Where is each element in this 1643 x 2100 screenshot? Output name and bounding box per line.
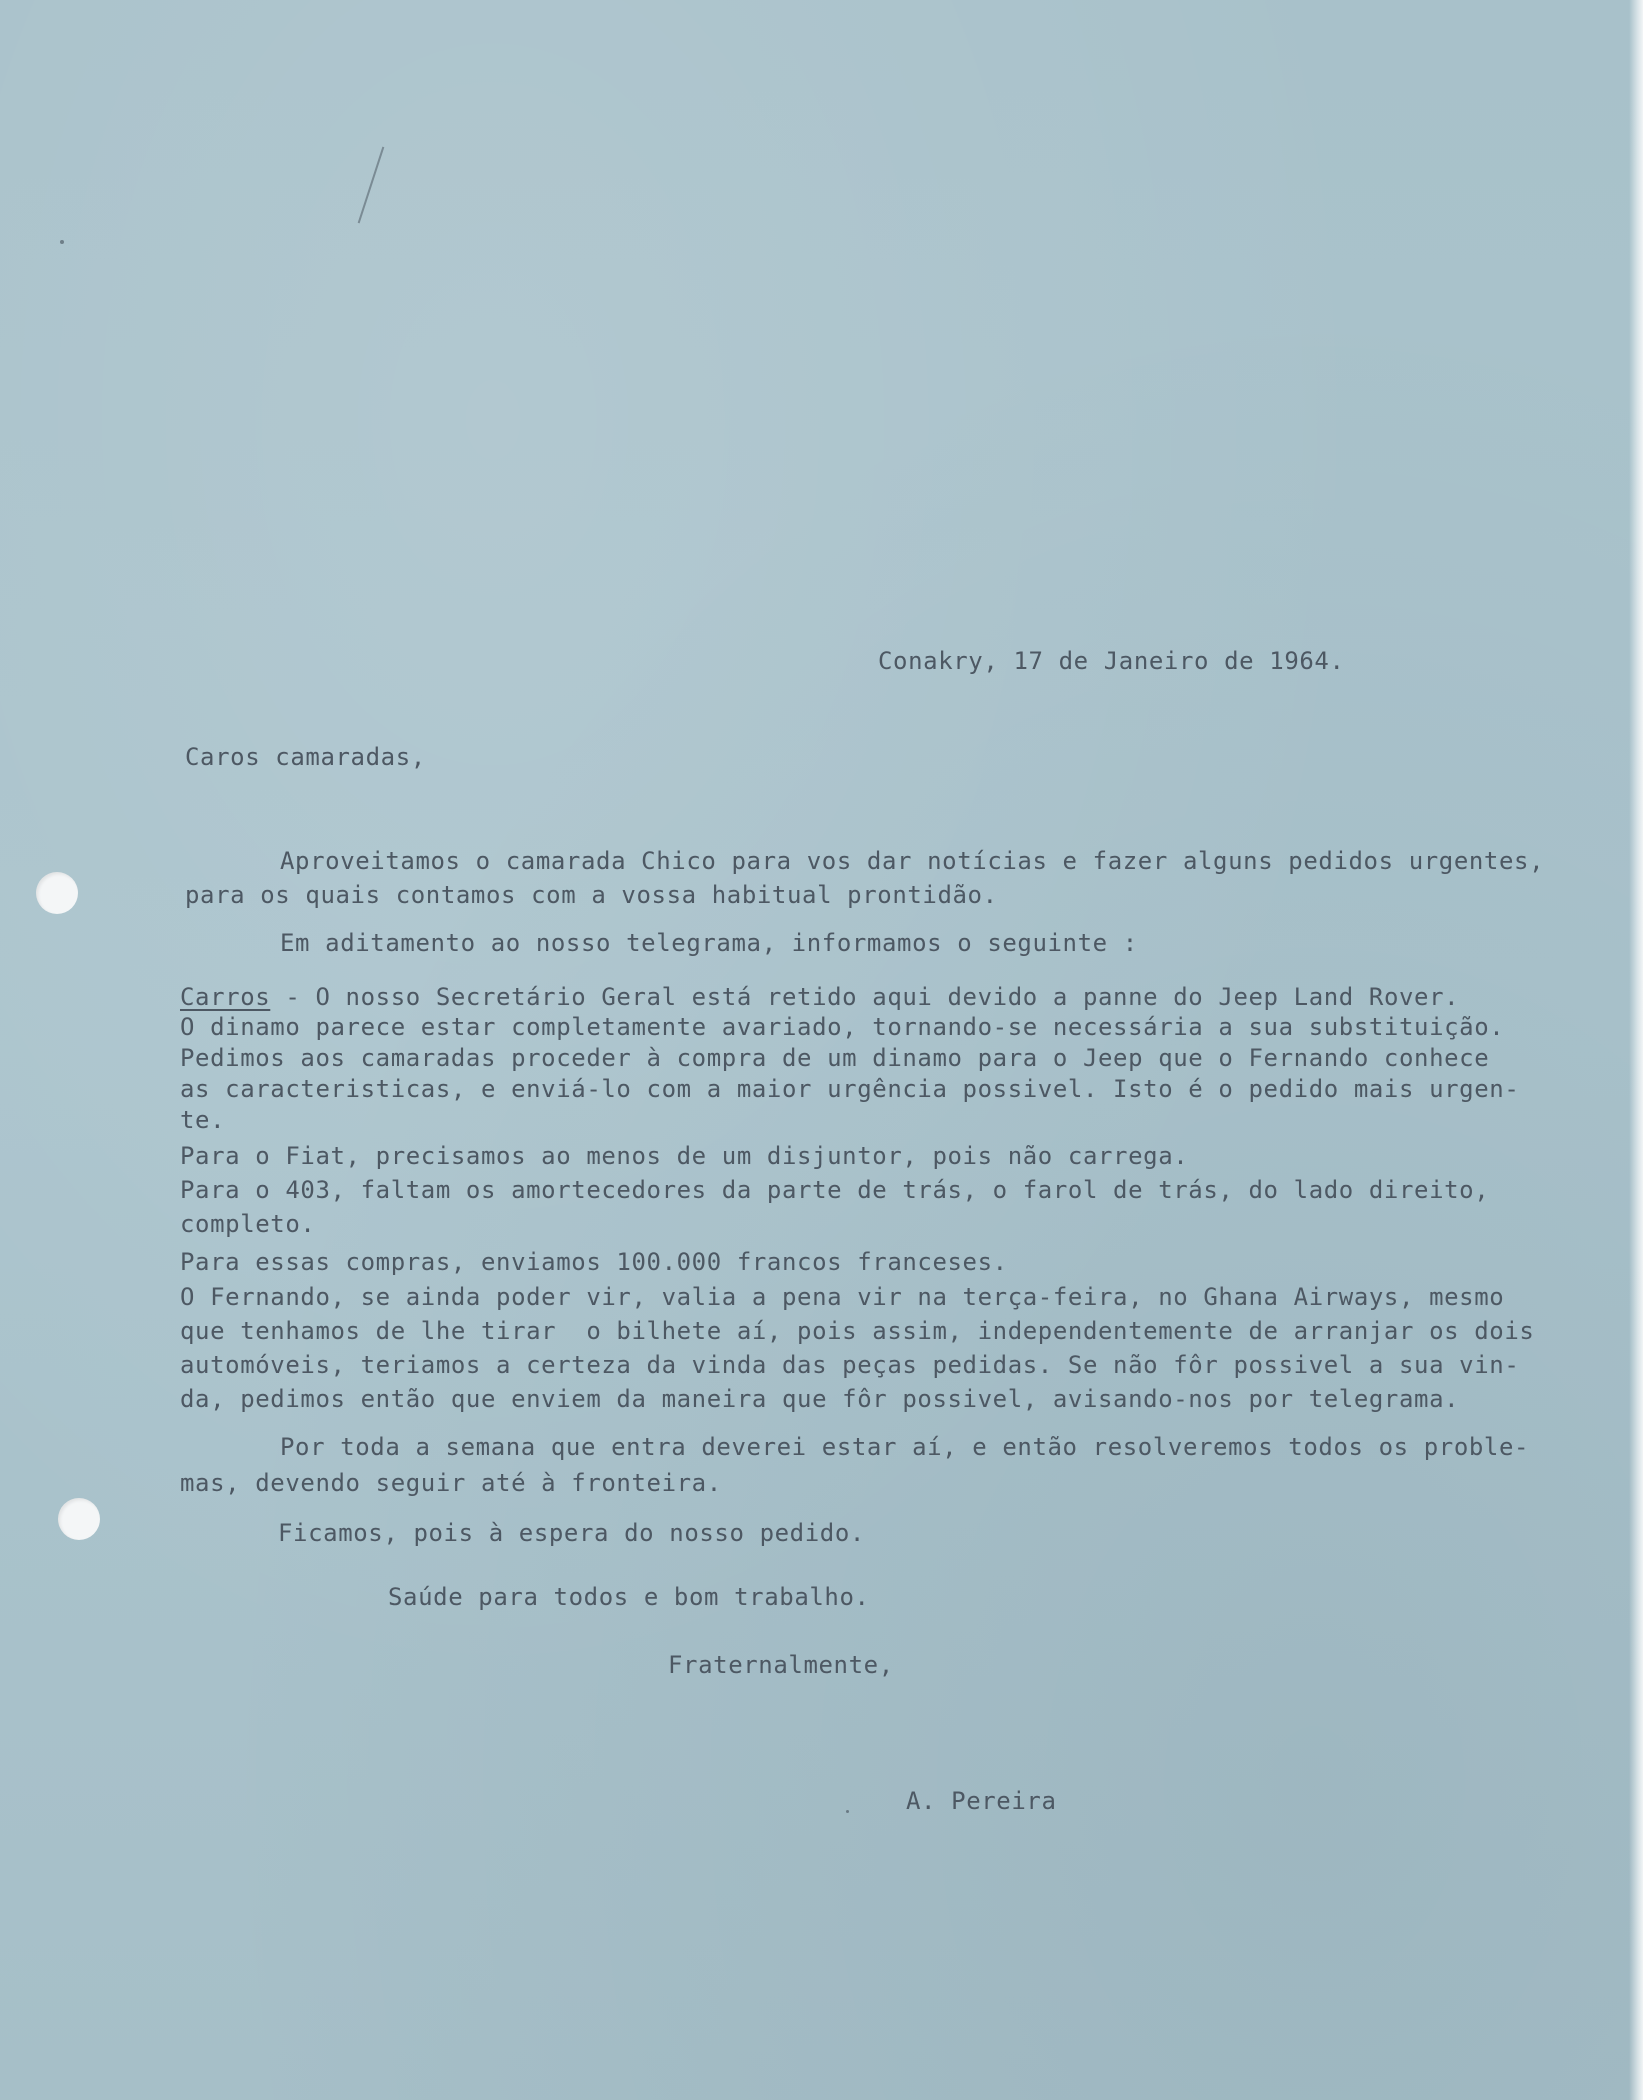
punch-hole <box>58 1498 100 1540</box>
closing-line: mas, devendo seguir até à fronteira. <box>180 1469 722 1497</box>
carros-line: as caracteristicas, e enviá-lo com a maior urgência possivel. Isto é o pedido mais urgen- <box>180 1075 1520 1103</box>
paragraph-line: para os quais contamos com a vossa habitual prontidão. <box>185 881 998 909</box>
paper-edge <box>1629 0 1643 2100</box>
paper-speck <box>60 240 64 244</box>
carros-line: que tenhamos de lhe tirar o bilhete aí, pois assim, independentemente de arranjar os dois <box>180 1317 1535 1345</box>
carros-line: Para o 403, faltam os amortecedores da parte de trás, o farol de trás, do lado direito, <box>180 1176 1490 1204</box>
paper-speck <box>846 1810 849 1813</box>
valediction: Fraternalmente, <box>668 1651 894 1679</box>
punch-hole <box>36 872 78 914</box>
carros-line: te. <box>180 1106 226 1134</box>
waiting-line: Ficamos, pois à espera do nosso pedido. <box>278 1519 865 1547</box>
paragraph-line: Aproveitamos o camarada Chico para vos dar notícias e fazer alguns pedidos urgentes, <box>280 847 1545 875</box>
carros-line: da, pedimos então que enviem da maneira que fôr possivel, avisando-nos por telegrama. <box>180 1385 1460 1413</box>
carros-line: Para essas compras, enviamos 100.000 francos franceses. <box>180 1248 1008 1276</box>
carros-line <box>180 982 1459 1012</box>
carros-line: completo. <box>180 1210 316 1238</box>
carros-line: Para o Fiat, precisamos ao menos de um disjuntor, pois não carrega. <box>180 1142 1189 1170</box>
carros-line: O Fernando, se ainda poder vir, valia a pena vir na terça-feira, no Ghana Airways, mesmo <box>180 1283 1505 1311</box>
salutation: Caros camaradas, <box>185 743 426 771</box>
carros-text: - O nosso Secretário Geral está retido aqui devido a panne do Jeep Land Rover. <box>270 983 1460 1011</box>
dateline: Conakry, 17 de Janeiro de 1964. <box>878 647 1345 675</box>
carros-line: automóveis, teriamos a certeza da vinda das peças pedidas. Se não fôr possivel a sua vin- <box>180 1351 1520 1379</box>
greeting-line: Saúde para todos e bom trabalho. <box>388 1583 870 1611</box>
carros-line: O dinamo parece estar completamente avariado, tornando-se necessária a sua substituição. <box>180 1013 1505 1041</box>
carros-heading: Carros <box>180 983 271 1011</box>
carros-line: Pedimos aos camaradas proceder à compra de um dinamo para o Jeep que o Fernando conhece <box>180 1044 1490 1072</box>
signature-name: A. Pereira <box>906 1787 1057 1815</box>
closing-line: Por toda a semana que entra deverei estar aí, e então resolveremos todos os proble- <box>280 1433 1530 1461</box>
pencil-mark <box>358 147 385 224</box>
paragraph-line: Em aditamento ao nosso telegrama, informamos o seguinte : <box>280 929 1138 957</box>
